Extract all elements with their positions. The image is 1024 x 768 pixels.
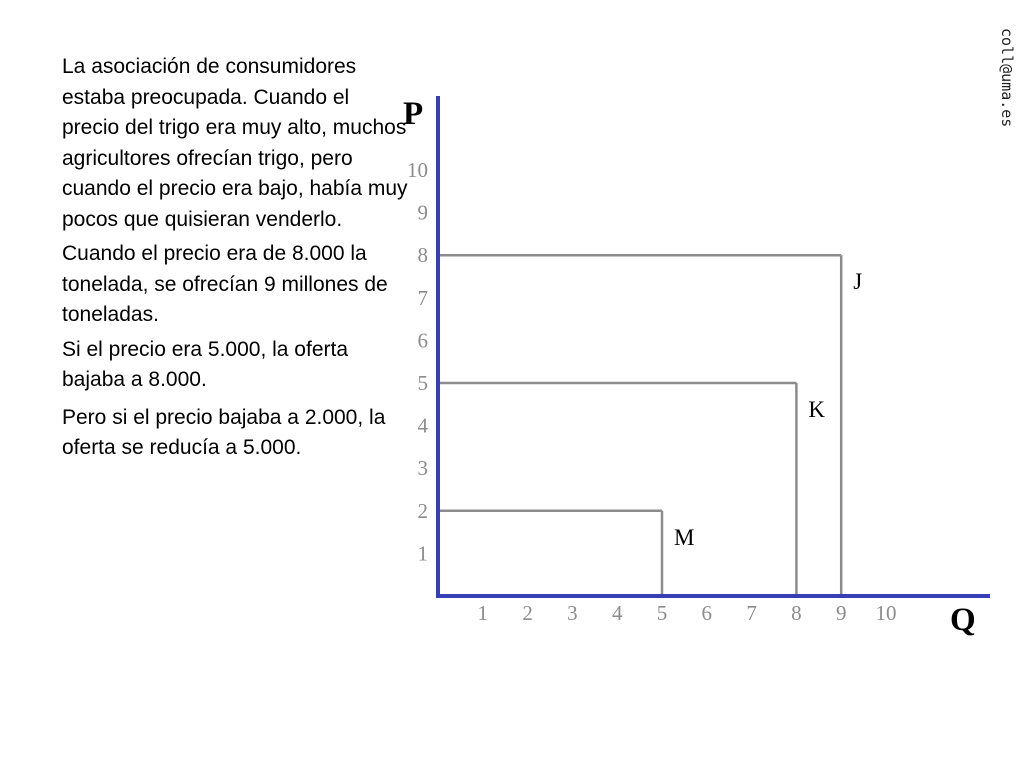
y-tick-labels (407, 158, 429, 565)
x-tick-label: 9 (835, 601, 847, 625)
x-tick-label: 1 (477, 601, 489, 625)
point-labels (674, 269, 862, 550)
paragraph-price-5000: Si el precio era 5.000, la oferta bajaba a 8.000. (62, 337, 349, 391)
y-tick-label: 2 (417, 498, 428, 523)
y-tick-label: 9 (417, 200, 428, 225)
point-label-j: J (853, 269, 863, 295)
y-axis-title: P (403, 96, 424, 132)
paragraph-price-8000: Cuando el precio era de 8.000 la tonelada, se ofrecían 9 millones de toneladas. (62, 242, 388, 326)
y-tick-label: 1 (417, 541, 428, 566)
x-tick-label: 6 (701, 601, 713, 625)
x-axis-title: Q (950, 602, 976, 638)
paragraph-price-2000: Pero si el precio bajaba a 2.000, la oferta se reducía a 5.000. (62, 405, 386, 459)
x-tick-label: 7 (746, 601, 757, 625)
point-label-k: K (808, 397, 826, 422)
axes (436, 96, 990, 598)
y-tick-label: 4 (417, 413, 428, 438)
paragraph-intro: La asociación de consumidores estaba preocupada. Cuando el precio del trigo era muy alto, muchos agricultores ofrecían trigo, pero cuando el precio era bajo, había muy pocos que quisieran venderlo. (62, 55, 408, 231)
y-tick-label: 5 (417, 371, 428, 395)
x-tick-label: 5 (656, 601, 668, 625)
x-tick-label: 2 (522, 601, 533, 625)
y-tick-label: 6 (417, 328, 428, 353)
y-tick-label: 3 (417, 456, 428, 481)
x-tick-label: 8 (791, 601, 802, 625)
y-tick-label: 7 (417, 285, 428, 310)
point-label-m: M (674, 524, 695, 550)
y-tick-label: 10 (407, 158, 428, 182)
author-email: coll@uma.es (998, 28, 1016, 128)
x-tick-labels (478, 601, 897, 625)
x-tick-label: 3 (567, 601, 578, 625)
x-tick-label: 4 (611, 601, 623, 625)
x-tick-label: 10 (875, 601, 897, 625)
y-tick-label: 8 (417, 243, 428, 268)
guide-lines (438, 255, 841, 596)
